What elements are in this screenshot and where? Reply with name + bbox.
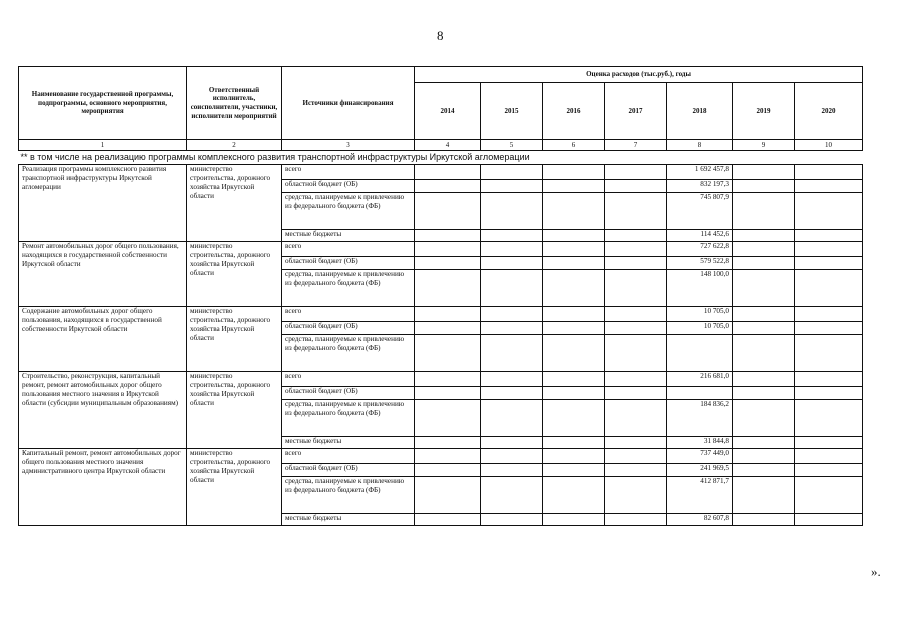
value-cell — [481, 514, 543, 526]
header-year: 2018 — [667, 83, 733, 140]
value-cell — [795, 464, 863, 477]
executor: министерство строительства, дорожного хозяйства Иркутской области — [187, 372, 282, 449]
activity-name: Ремонт автомобильных дорог общего пользования, находящихся в государственной собственности Иркутской области — [19, 242, 187, 307]
value-cell — [415, 257, 481, 270]
value-2018: 31 844,8 — [667, 437, 733, 449]
value-cell — [543, 400, 605, 437]
value-2018: 241 969,5 — [667, 464, 733, 477]
value-cell — [481, 230, 543, 242]
value-cell — [733, 335, 795, 372]
value-cell — [481, 257, 543, 270]
value-2018: 737 449,0 — [667, 449, 733, 464]
value-2018: 1 692 457,8 — [667, 165, 733, 180]
funding-source: местные бюджеты — [282, 514, 415, 526]
activity-name: Строительство, реконструкция, капитальный ремонт, ремонт автомобильных дорог общего пользования местного значения в Иркутской области (субсидии муниципальным образованиям) — [19, 372, 187, 449]
value-2018: 745 807,9 — [667, 193, 733, 230]
value-cell — [543, 193, 605, 230]
value-cell — [733, 387, 795, 400]
value-2018: 579 522,8 — [667, 257, 733, 270]
activity-name: Содержание автомобильных дорог общего пользования, находящихся в государственной собственности Иркутской области — [19, 307, 187, 372]
value-cell — [415, 322, 481, 335]
value-cell — [733, 514, 795, 526]
value-cell — [605, 400, 667, 437]
table-body — [19, 165, 863, 526]
value-cell — [605, 437, 667, 449]
funding-source: местные бюджеты — [282, 230, 415, 242]
value-cell — [733, 193, 795, 230]
value-cell — [605, 387, 667, 400]
table-row — [19, 242, 863, 257]
value-cell — [543, 270, 605, 307]
value-cell — [795, 270, 863, 307]
funding-source: средства, планируемые к привлечению из федерального бюджета (ФБ) — [282, 477, 415, 514]
value-cell — [795, 372, 863, 387]
value-cell — [415, 270, 481, 307]
value-cell — [605, 335, 667, 372]
closing-quote-mark: ». — [871, 564, 881, 579]
value-2018: 184 836,2 — [667, 400, 733, 437]
value-cell — [733, 257, 795, 270]
value-cell — [481, 307, 543, 322]
value-cell — [543, 165, 605, 180]
executor: министерство строительства, дорожного хозяйства Иркутской области — [187, 242, 282, 307]
budget-table — [18, 66, 863, 526]
column-number: 6 — [543, 140, 605, 151]
value-cell — [733, 230, 795, 242]
value-cell — [415, 193, 481, 230]
value-cell — [795, 307, 863, 322]
value-cell — [605, 230, 667, 242]
header-year: 2017 — [605, 83, 667, 140]
value-cell — [795, 230, 863, 242]
value-cell — [605, 514, 667, 526]
value-2018: 832 197,3 — [667, 180, 733, 193]
value-cell — [543, 322, 605, 335]
value-cell — [481, 165, 543, 180]
value-2018: 114 452,6 — [667, 230, 733, 242]
column-number: 1 — [19, 140, 187, 151]
header-sources: Источники финансирования — [282, 67, 415, 140]
header-year: 2015 — [481, 83, 543, 140]
value-cell — [605, 307, 667, 322]
executor: министерство строительства, дорожного хозяйства Иркутской области — [187, 307, 282, 372]
value-cell — [415, 387, 481, 400]
value-cell — [415, 307, 481, 322]
value-cell — [415, 372, 481, 387]
value-cell — [605, 449, 667, 464]
value-cell — [415, 165, 481, 180]
value-cell — [733, 165, 795, 180]
value-cell — [543, 514, 605, 526]
header-year: 2020 — [795, 83, 863, 140]
table-row — [19, 307, 863, 322]
column-number: 10 — [795, 140, 863, 151]
value-cell — [605, 372, 667, 387]
value-cell — [605, 180, 667, 193]
value-2018: 216 681,0 — [667, 372, 733, 387]
value-cell — [415, 437, 481, 449]
column-number: 3 — [282, 140, 415, 151]
column-number: 7 — [605, 140, 667, 151]
header-cost-group: Оценка расходов (тыс.руб.), годы — [415, 67, 863, 83]
value-cell — [481, 335, 543, 372]
value-cell — [481, 270, 543, 307]
column-number: 5 — [481, 140, 543, 151]
value-cell — [605, 165, 667, 180]
header-year: 2014 — [415, 83, 481, 140]
value-cell — [415, 400, 481, 437]
value-cell — [481, 449, 543, 464]
value-cell — [415, 449, 481, 464]
value-2018 — [667, 387, 733, 400]
funding-source: областной бюджет (ОБ) — [282, 257, 415, 270]
value-2018: 727 622,8 — [667, 242, 733, 257]
page-number: 8 — [437, 28, 444, 43]
value-cell — [481, 387, 543, 400]
value-cell — [481, 372, 543, 387]
value-cell — [733, 322, 795, 335]
value-2018 — [667, 335, 733, 372]
funding-source: местные бюджеты — [282, 437, 415, 449]
activity-name: Капитальный ремонт, ремонт автомобильных дорог общего пользования местного значения административного центра Иркутской области — [19, 449, 187, 526]
value-cell — [795, 477, 863, 514]
value-cell — [481, 180, 543, 193]
table-row — [19, 449, 863, 464]
value-cell — [795, 257, 863, 270]
value-cell — [415, 180, 481, 193]
header-year: 2019 — [733, 83, 795, 140]
value-cell — [543, 449, 605, 464]
value-cell — [795, 449, 863, 464]
value-cell — [543, 464, 605, 477]
value-cell — [795, 387, 863, 400]
value-cell — [543, 307, 605, 322]
value-cell — [605, 270, 667, 307]
value-cell — [481, 477, 543, 514]
value-cell — [481, 193, 543, 230]
value-2018: 82 607,8 — [667, 514, 733, 526]
value-cell — [481, 464, 543, 477]
value-cell — [733, 477, 795, 514]
header-name: Наименование государственной программы, подпрограммы, основного мероприятия, мероприятия — [19, 67, 187, 140]
value-cell — [543, 387, 605, 400]
funding-source: всего — [282, 449, 415, 464]
value-cell — [733, 307, 795, 322]
value-cell — [481, 437, 543, 449]
value-cell — [543, 257, 605, 270]
value-cell — [795, 514, 863, 526]
value-cell — [795, 335, 863, 372]
funding-source: областной бюджет (ОБ) — [282, 464, 415, 477]
value-cell — [415, 242, 481, 257]
value-cell — [543, 230, 605, 242]
value-2018: 10 705,0 — [667, 307, 733, 322]
header-year: 2016 — [543, 83, 605, 140]
funding-source: средства, планируемые к привлечению из федерального бюджета (ФБ) — [282, 335, 415, 372]
value-cell — [733, 449, 795, 464]
value-cell — [795, 400, 863, 437]
value-cell — [733, 270, 795, 307]
value-cell — [795, 193, 863, 230]
value-cell — [605, 257, 667, 270]
activity-name: Реализация программы комплексного развития транспортной инфраструктуры Иркутской агломерации — [19, 165, 187, 242]
table-row — [19, 165, 863, 180]
value-2018: 412 871,7 — [667, 477, 733, 514]
funding-source: средства, планируемые к привлечению из федерального бюджета (ФБ) — [282, 400, 415, 437]
value-cell — [543, 372, 605, 387]
value-cell — [543, 437, 605, 449]
funding-source: средства, планируемые к привлечению из федерального бюджета (ФБ) — [282, 270, 415, 307]
column-number: 9 — [733, 140, 795, 151]
value-cell — [415, 514, 481, 526]
value-cell — [605, 477, 667, 514]
value-cell — [543, 477, 605, 514]
value-cell — [795, 322, 863, 335]
value-cell — [605, 322, 667, 335]
value-cell — [481, 400, 543, 437]
column-number: 4 — [415, 140, 481, 151]
executor: министерство строительства, дорожного хозяйства Иркутской области — [187, 165, 282, 242]
value-2018: 10 705,0 — [667, 322, 733, 335]
value-cell — [415, 335, 481, 372]
funding-source: всего — [282, 307, 415, 322]
value-2018: 148 100,0 — [667, 270, 733, 307]
value-cell — [605, 464, 667, 477]
value-cell — [415, 464, 481, 477]
funding-source: средства, планируемые к привлечению из федерального бюджета (ФБ) — [282, 193, 415, 230]
value-cell — [605, 193, 667, 230]
value-cell — [733, 242, 795, 257]
value-cell — [733, 372, 795, 387]
header-executor: Ответственный исполнитель, соисполнители, участники, исполнители мероприятий — [187, 67, 282, 140]
funding-source: всего — [282, 242, 415, 257]
value-cell — [543, 180, 605, 193]
value-cell — [795, 437, 863, 449]
value-cell — [543, 335, 605, 372]
value-cell — [415, 477, 481, 514]
value-cell — [415, 230, 481, 242]
funding-source: всего — [282, 165, 415, 180]
table-note: ** в том числе на реализацию программы комплексного развития транспортной инфраструктуры Иркутской агломерации — [19, 151, 863, 165]
value-cell — [605, 242, 667, 257]
executor: министерство строительства, дорожного хозяйства Иркутской области — [187, 449, 282, 526]
value-cell — [795, 180, 863, 193]
funding-source: областной бюджет (ОБ) — [282, 180, 415, 193]
value-cell — [795, 242, 863, 257]
column-number: 8 — [667, 140, 733, 151]
value-cell — [733, 180, 795, 193]
value-cell — [481, 242, 543, 257]
value-cell — [795, 165, 863, 180]
funding-source: областной бюджет (ОБ) — [282, 387, 415, 400]
value-cell — [733, 464, 795, 477]
funding-source: областной бюджет (ОБ) — [282, 322, 415, 335]
funding-source: всего — [282, 372, 415, 387]
table-row — [19, 372, 863, 387]
value-cell — [543, 242, 605, 257]
value-cell — [733, 400, 795, 437]
value-cell — [481, 322, 543, 335]
value-cell — [733, 437, 795, 449]
column-number: 2 — [187, 140, 282, 151]
